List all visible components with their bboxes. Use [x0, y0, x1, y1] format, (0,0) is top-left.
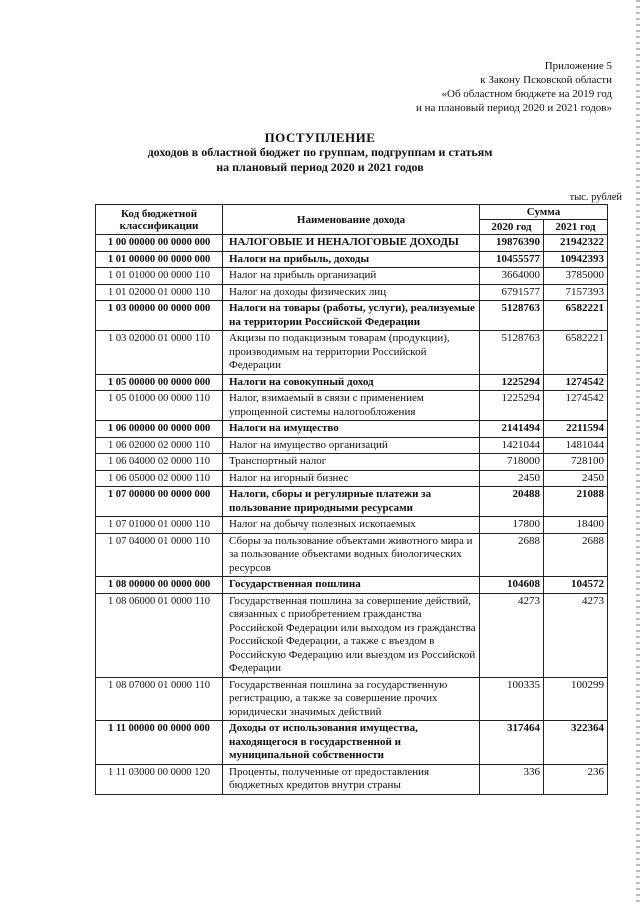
row-code: 1 05 00000 00 0000 000 — [96, 374, 223, 391]
title-line-2: доходов в областной бюджет по группам, подгруппам и статьям — [147, 145, 493, 159]
header-name: Наименование дохода — [223, 205, 480, 235]
row-code: 1 08 00000 00 0000 000 — [96, 577, 223, 594]
row-value-2020: 6791577 — [480, 284, 544, 301]
row-value-2021: 104572 — [544, 577, 608, 594]
row-value-2020: 317464 — [480, 721, 544, 765]
row-name: Налоги на прибыль, доходы — [223, 251, 480, 268]
row-name: Налоги на товары (работы, услуги), реализуемые на территории Российской Федерации — [223, 301, 480, 331]
row-name: Налоги, сборы и регулярные платежи за пользование природными ресурсами — [223, 487, 480, 517]
row-value-2020: 1225294 — [480, 374, 544, 391]
row-value-2021: 4273 — [544, 593, 608, 677]
row-name: Государственная пошлина — [223, 577, 480, 594]
units-label: тыс. рублей — [569, 192, 622, 203]
row-code: 1 03 02000 01 0000 110 — [96, 331, 223, 375]
row-name: Налоги на имущество — [223, 421, 480, 438]
row-value-2020: 104608 — [480, 577, 544, 594]
row-value-2021: 1481044 — [544, 437, 608, 454]
row-value-2020: 336 — [480, 764, 544, 794]
row-value-2021: 7157393 — [544, 284, 608, 301]
row-value-2020: 2141494 — [480, 421, 544, 438]
row-value-2020: 718000 — [480, 454, 544, 471]
row-name: Проценты, полученные от предоставления бюджетных кредитов внутри страны — [223, 764, 480, 794]
row-value-2020: 100335 — [480, 677, 544, 721]
row-code: 1 00 00000 00 0000 000 — [96, 235, 223, 252]
row-value-2021: 10942393 — [544, 251, 608, 268]
row-code: 1 06 02000 02 0000 110 — [96, 437, 223, 454]
row-code: 1 01 02000 01 0000 110 — [96, 284, 223, 301]
table-row — [96, 721, 608, 765]
annex-line-3: «Об областном бюджете на 2019 год — [441, 88, 612, 100]
row-code: 1 07 00000 00 0000 000 — [96, 487, 223, 517]
document-title — [0, 130, 640, 175]
row-value-2020: 3664000 — [480, 268, 544, 285]
title-line-1: ПОСТУПЛЕНИЕ — [264, 130, 376, 145]
row-value-2020: 4273 — [480, 593, 544, 677]
row-code: 1 11 03000 00 0000 120 — [96, 764, 223, 794]
row-value-2020: 5128763 — [480, 331, 544, 375]
row-value-2021: 322364 — [544, 721, 608, 765]
row-code: 1 08 07000 01 0000 110 — [96, 677, 223, 721]
table-row — [96, 437, 608, 454]
table-row — [96, 517, 608, 534]
row-name: Налог на добычу полезных ископаемых — [223, 517, 480, 534]
row-code: 1 03 00000 00 0000 000 — [96, 301, 223, 331]
row-value-2021: 2450 — [544, 470, 608, 487]
row-value-2021: 2211594 — [544, 421, 608, 438]
row-value-2020: 2450 — [480, 470, 544, 487]
row-name: Государственная пошлина за совершение действий, связанных с приобретением гражданства Российской Федерации или выходом из гражданства Российской Федерации, а также с въездом в Российскую Федерацию или выездом из Российской Федерации — [223, 593, 480, 677]
row-value-2021: 1274542 — [544, 374, 608, 391]
table-row — [96, 391, 608, 421]
table-row — [96, 593, 608, 677]
row-name: НАЛОГОВЫЕ И НЕНАЛОГОВЫЕ ДОХОДЫ — [223, 235, 480, 252]
row-code: 1 01 01000 00 0000 110 — [96, 268, 223, 285]
row-code: 1 01 00000 00 0000 000 — [96, 251, 223, 268]
row-value-2021: 6582221 — [544, 331, 608, 375]
table-row — [96, 454, 608, 471]
row-code: 1 06 05000 02 0000 110 — [96, 470, 223, 487]
row-code: 1 05 01000 00 0000 110 — [96, 391, 223, 421]
table-row — [96, 533, 608, 577]
row-value-2021: 1274542 — [544, 391, 608, 421]
row-value-2021: 236 — [544, 764, 608, 794]
table-row — [96, 331, 608, 375]
row-value-2020: 20488 — [480, 487, 544, 517]
annex-line-4: и на плановый период 2020 и 2021 годов» — [415, 102, 612, 114]
row-name: Налог на прибыль организаций — [223, 268, 480, 285]
table-row — [96, 421, 608, 438]
annex-header — [312, 59, 612, 115]
row-name: Государственная пошлина за государственную регистрацию, а также за совершение прочих юридически значимых действий — [223, 677, 480, 721]
row-value-2021: 3785000 — [544, 268, 608, 285]
row-value-2021: 100299 — [544, 677, 608, 721]
row-name: Доходы от использования имущества, находящегося в государственной и муниципальной собственности — [223, 721, 480, 765]
table-body — [96, 235, 608, 795]
row-name: Акцизы по подакцизным товарам (продукции), производимым на территории Российской Федерации — [223, 331, 480, 375]
table-row — [96, 268, 608, 285]
header-sum: Сумма — [480, 205, 608, 220]
table-row — [96, 470, 608, 487]
row-code: 1 08 06000 01 0000 110 — [96, 593, 223, 677]
table-header-row — [96, 205, 608, 220]
row-name: Транспортный налог — [223, 454, 480, 471]
table-row — [96, 235, 608, 252]
row-value-2020: 17800 — [480, 517, 544, 534]
row-value-2020: 2688 — [480, 533, 544, 577]
header-code: Код бюджетной классификации — [96, 205, 223, 235]
table-row — [96, 374, 608, 391]
row-code: 1 06 00000 00 0000 000 — [96, 421, 223, 438]
row-name: Налог на имущество организаций — [223, 437, 480, 454]
row-value-2020: 10455577 — [480, 251, 544, 268]
row-value-2021: 728100 — [544, 454, 608, 471]
row-value-2020: 19876390 — [480, 235, 544, 252]
title-line-3: на плановый период 2020 и 2021 годов — [216, 160, 424, 174]
header-2020: 2020 год — [480, 220, 544, 235]
row-value-2021: 21088 — [544, 487, 608, 517]
annex-line-1: Приложение 5 — [544, 60, 612, 72]
table-row — [96, 677, 608, 721]
annex-line-2: к Закону Псковской области — [480, 74, 612, 86]
row-value-2020: 5128763 — [480, 301, 544, 331]
table-row — [96, 301, 608, 331]
row-code: 1 07 04000 01 0000 110 — [96, 533, 223, 577]
row-value-2021: 2688 — [544, 533, 608, 577]
row-value-2021: 6582221 — [544, 301, 608, 331]
row-name: Сборы за пользование объектами животного мира и за пользование объектами водных биологических ресурсов — [223, 533, 480, 577]
row-code: 1 11 00000 00 0000 000 — [96, 721, 223, 765]
row-code: 1 06 04000 02 0000 110 — [96, 454, 223, 471]
row-value-2020: 1421044 — [480, 437, 544, 454]
row-value-2021: 21942322 — [544, 235, 608, 252]
row-value-2021: 18400 — [544, 517, 608, 534]
table-row — [96, 251, 608, 268]
row-name: Налоги на совокупный доход — [223, 374, 480, 391]
row-name: Налог на доходы физических лиц — [223, 284, 480, 301]
row-name: Налог на игорный бизнес — [223, 470, 480, 487]
row-name: Налог, взимаемый в связи с применением упрощенной системы налогообложения — [223, 391, 480, 421]
revenue-table — [95, 204, 608, 795]
header-2021: 2021 год — [544, 220, 608, 235]
row-value-2020: 1225294 — [480, 391, 544, 421]
table-row — [96, 284, 608, 301]
table-row — [96, 577, 608, 594]
table-row — [96, 487, 608, 517]
table-row — [96, 764, 608, 794]
row-code: 1 07 01000 01 0000 110 — [96, 517, 223, 534]
